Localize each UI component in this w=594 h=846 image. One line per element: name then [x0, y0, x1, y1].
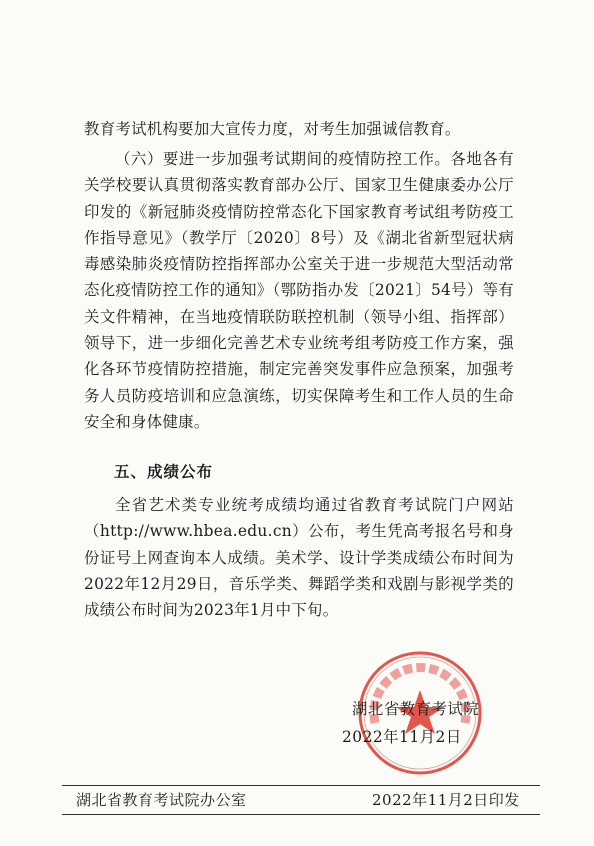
paragraph-epidemic-control: （六）要进一步加强考试期间的疫情防控工作。各地各有关学校要认真贯彻落实教育部办公厅、国家卫生健康委办公厅印发的《新冠肺炎疫情防控常态化下国家教育考试组考防疫工作指导意见》（教学厅〔2020〕8号）及《湖北省新型冠状病毒感染肺炎疫情防控指挥部办公室关于进一步规范大型活动常态化疫情防控工作的通知》（鄂防指办发〔2021〕54号）等有关文件精神，在当地疫情联防联控机制（领导小组、指挥部）领导下，进一步细化完善艺术专业统考组考防疫工作方案，强化各环节疫情防控措施，制定完善突发事件应急预案，加强考务人员防疫培训和应急演练，切实保障考生和工作人员的生命安全和身体健康。 [84, 150, 514, 431]
section-heading-results: 五、成绩公布 [114, 463, 214, 481]
signature-date: 2022年11月2日 [342, 728, 462, 746]
footer-issue-date: 2022年11月2日印发 [372, 791, 520, 809]
footer-divider-bottom [62, 814, 540, 815]
footer-issuer: 湖北省教育考试院办公室 [76, 791, 247, 809]
footer-divider-top [62, 785, 540, 786]
paragraph-results-release: 全省艺术类专业统考成绩均通过省教育考试院门户网站（http://www.hbea.edu.cn）公布，考生凭高考报名号和身份证号上网查询本人成绩。美术学、设计学类成绩公布时间为2022年12月29日，音乐学类、舞蹈学类和戏剧与影视学类的成绩公布时间为2023年1月中下旬。 [84, 496, 514, 620]
paragraph-publicity: 教育考试机构要加大宣传力度，对考生加强诚信教育。 [84, 120, 461, 138]
signature-organization: 湖北省教育考试院 [352, 700, 480, 718]
